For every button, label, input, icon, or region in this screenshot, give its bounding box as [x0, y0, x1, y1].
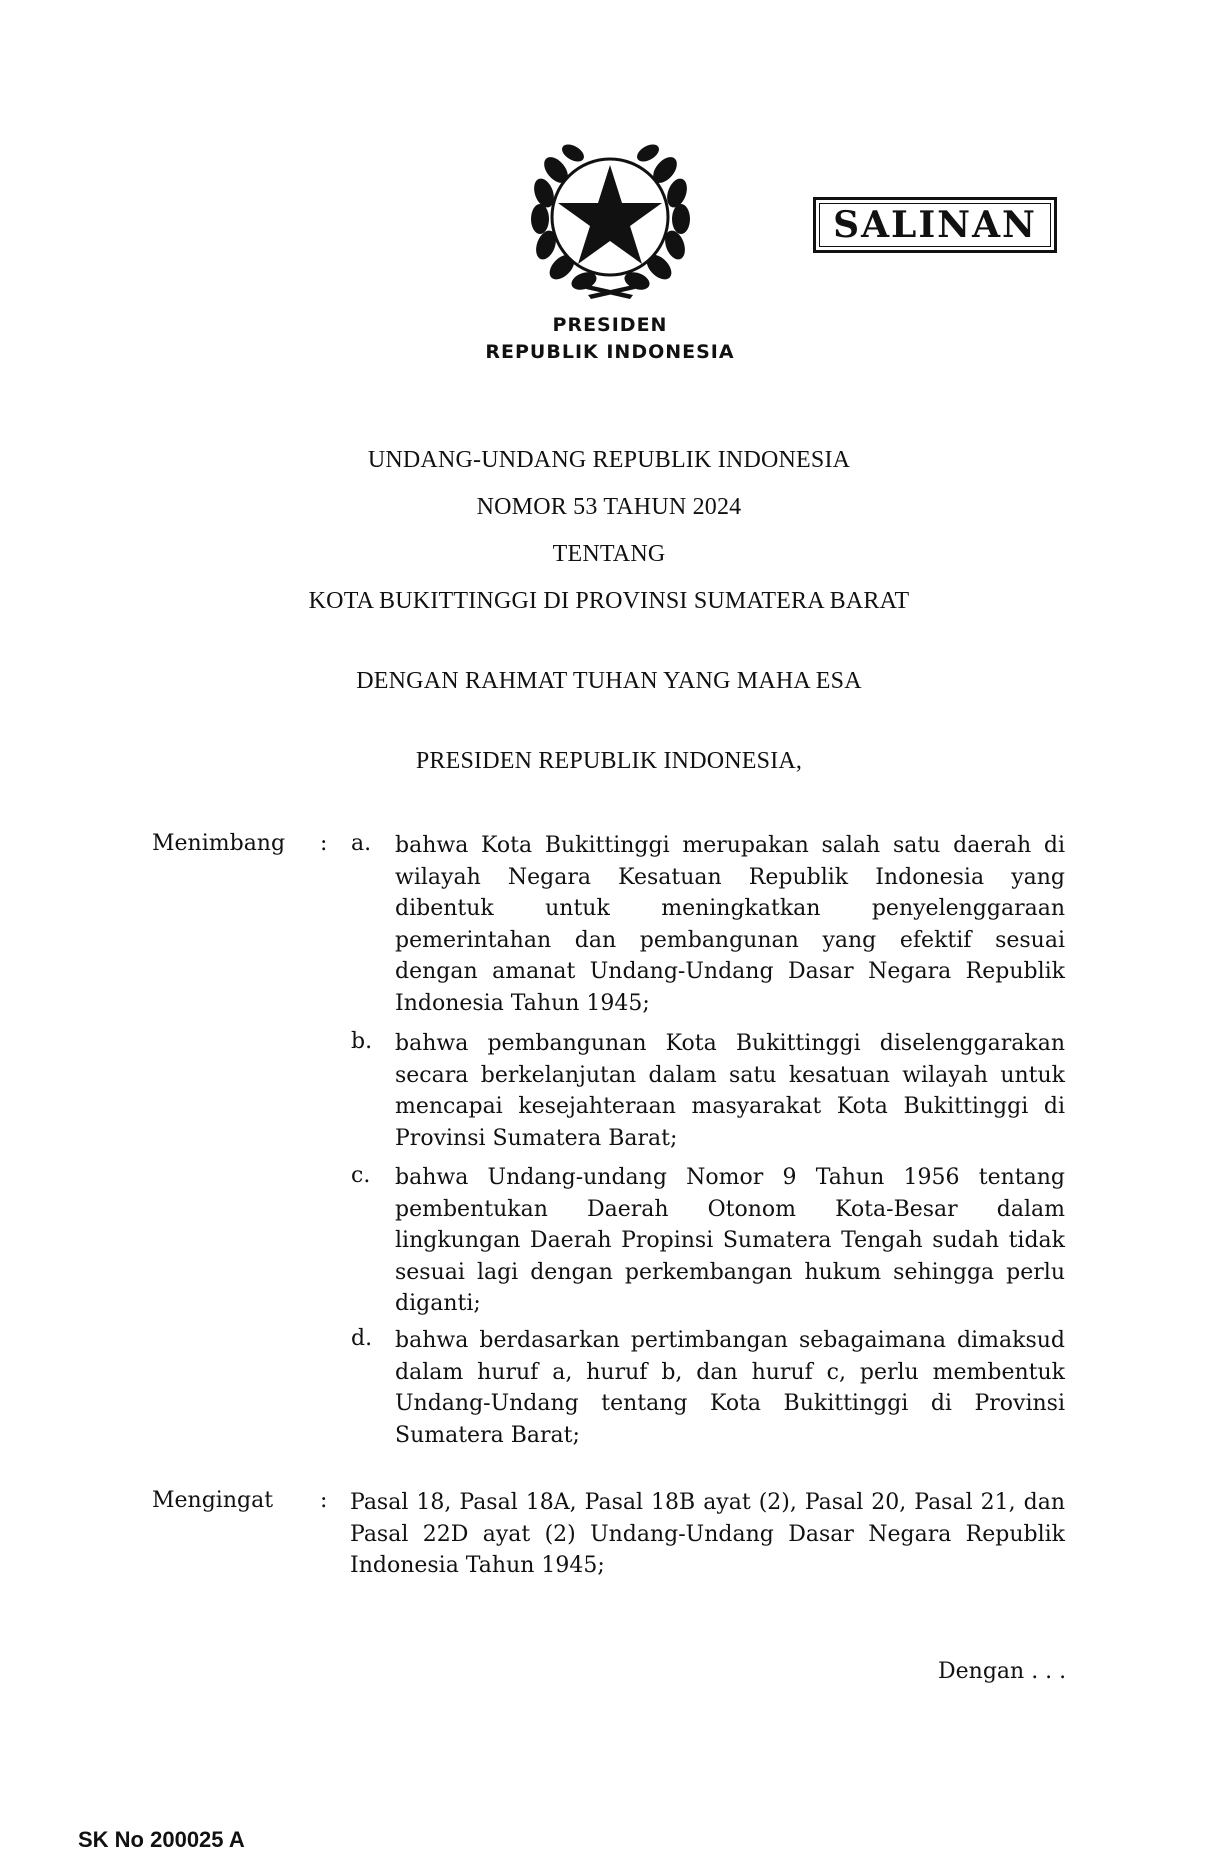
title-line1: UNDANG-UNDANG REPUBLIK INDONESIA — [367, 447, 851, 473]
mengingat-text: Pasal 18, Pasal 18A, Pasal 18B ayat (2), Pasal 20, Pasal 21, dan Pasal 22D ayat (2) Undang-Undang Dasar Negara Republik Indonesia Tahun 1945; — [350, 1490, 1065, 1578]
title-line4: KOTA BUKITTINGGI DI PROVINSI SUMATERA BARAT — [308, 588, 910, 614]
title-line2: NOMOR 53 TAHUN 2024 — [476, 494, 742, 520]
presidential-emblem-icon — [518, 125, 703, 300]
item-d-text: bahwa berdasarkan pertimbangan sebagaimana dimaksud dalam huruf a, huruf b, dan huruf c, perlu membentuk Undang-Undang tentang Kota Bukittinggi di Provinsi Sumatera Barat; — [395, 1328, 1065, 1448]
title-line5: DENGAN RAHMAT TUHAN YANG MAHA ESA — [356, 668, 862, 694]
mengingat-label: Mengingat — [152, 1488, 274, 1513]
salinan-stamp: SALINAN — [813, 197, 1057, 253]
emblem-caption-line2: REPUBLIK INDONESIA — [485, 341, 735, 363]
item-c-text: bahwa Undang-undang Nomor 9 Tahun 1956 tentang pembentukan Daerah Otonom Kota-Besar dalam lingkungan Daerah Propinsi Sumatera Tengah sudah tidak sesuai lagi dengan perkembangan hukum sehingga perlu diganti; — [395, 1165, 1065, 1316]
menimbang-label: Menimbang — [152, 831, 286, 856]
item-d-marker: d. — [351, 1326, 373, 1351]
item-b-text: bahwa pembangunan Kota Bukittinggi diselenggarakan secara berkelanjutan dalam satu kesatuan wilayah untuk mencapai kesejahteraan masyarakat Kota Bukittinggi di Provinsi Sumatera Barat; — [395, 1031, 1065, 1151]
title-line6: PRESIDEN REPUBLIK INDONESIA, — [415, 748, 803, 774]
item-a-marker: a. — [351, 831, 372, 856]
item-a-text: bahwa Kota Bukittinggi merupakan salah satu daerah di wilayah Negara Kesatuan Republik Indonesia yang dibentuk untuk meningkatkan penyelenggaraan pemerintahan dan pembangunan yang efektif sesuai dengan amanat Undang-Undang Dasar Negara Republik Indonesia Tahun 1945; — [395, 833, 1065, 1016]
title-line3: TENTANG — [552, 541, 666, 567]
continuation-text: Dengan . . . — [938, 1659, 1067, 1684]
mengingat-colon: : — [320, 1488, 328, 1513]
sk-number: SK No 200025 A — [78, 1827, 245, 1852]
item-c-marker: c. — [351, 1163, 371, 1188]
menimbang-colon: : — [320, 831, 328, 856]
item-b-marker: b. — [351, 1029, 373, 1054]
emblem-caption-line1: PRESIDEN — [552, 314, 668, 336]
